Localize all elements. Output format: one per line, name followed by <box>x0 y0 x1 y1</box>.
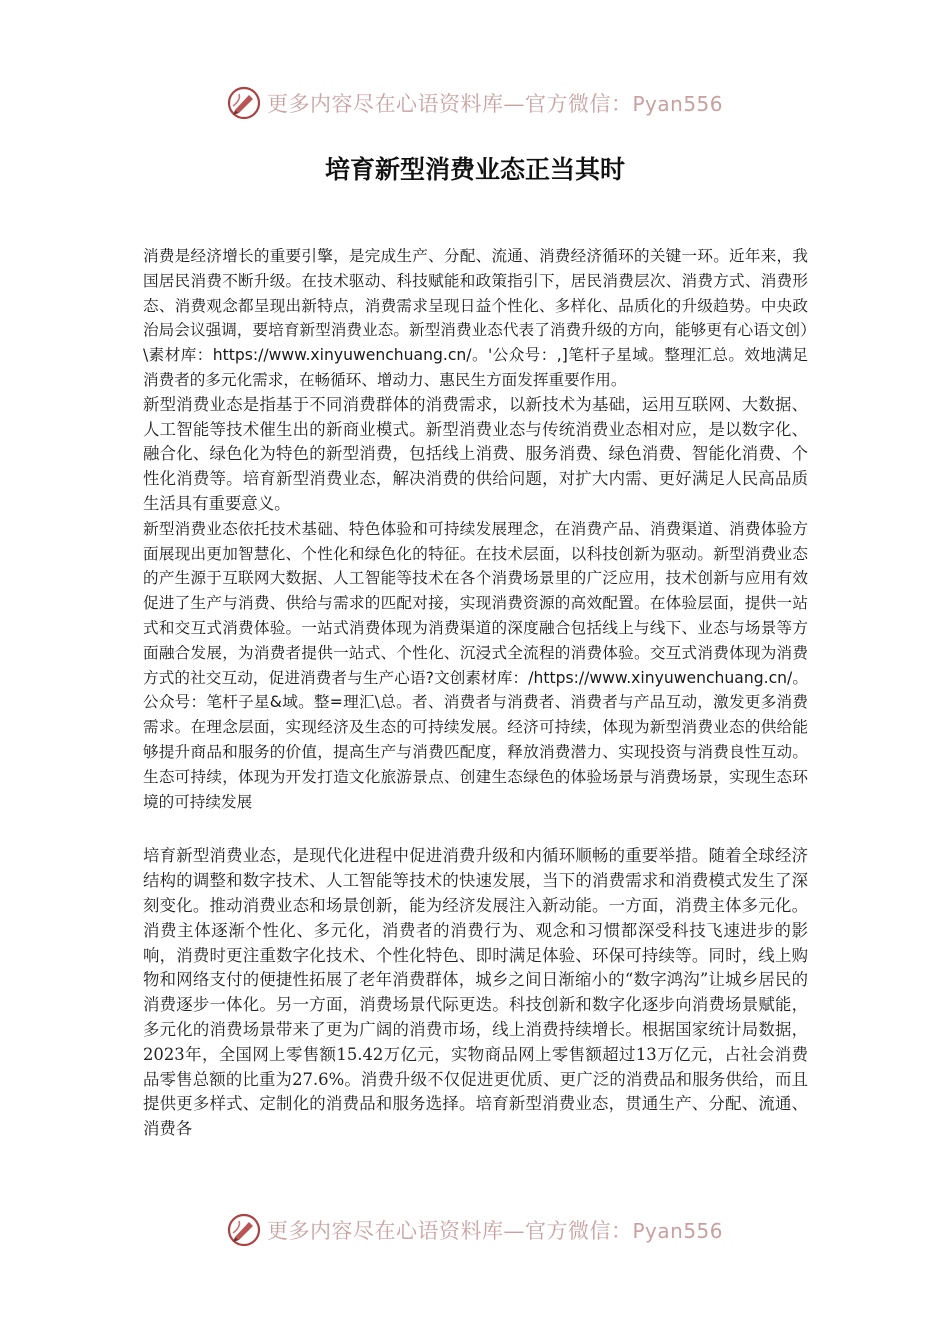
paragraph-3: 新型消费业态依托技术基础、特色体验和可持续发展理念，在消费产品、消费渠道、消费体验方面展现出更加智慧化、个性化和绿色化的特征。在技术层面，以科技创新为驱动。新型消费业态的产生源于互联网大数据、人工智能等技术在各个消费场景里的广泛应用，技术创新与应用有效促进了生产与消费、供给与需求的匹配对接，实现消费资源的高效配置。在体验层面，提供一站式和交互式消费体验。一站式消费体现为消费渠道的深度融合包括线上与线下、业态与场景等方面融合发展，为消费者提供一站式、个性化、沉浸式全流程的消费体验。交互式消费体现为消费方式的社交互动，促进消费者与生产心语?文创素材库：/https://www.xinyuwenchuang.cn/。公众号：笔杆子星&域。整=理汇\总。者、消费者与消费者、消费者与产品互动，激发更多消费需求。在理念层面，实现经济及生态的可持续发展。经济可持续，体现为新型消费业态的供给能够提升商品和服务的价值，提高生产与消费匹配度，释放消费潜力、实现投资与消费良性互动。生态可持续，体现为开发打造文化旅游景点、创建生态绿色的体验场景与消费场景，实现生态环境的可持续发展 <box>143 519 808 811</box>
watermark-label: 更多内容尽在心语资料库—官方微信：Pyan556 <box>266 1219 723 1243</box>
paragraph-2: 新型消费业态是指基于不同消费群体的消费需求，以新技术为基础，运用互联网、大数据、人工智能等技术催生出的新商业模式。新型消费业态与传统消费业态相对应，是以数字化、融合化、绿色化为特色的新型消费，包括线上消费、服务消费、绿色消费、智能化消费、个性化消费等。培育新型消费业态，解决消费的供给问题，对扩大内需、更好满足人民高品质生活具有重要意义。 <box>143 394 808 513</box>
document-body <box>143 244 808 1142</box>
brand-logo-icon <box>227 1213 261 1247</box>
header-watermark <box>0 83 950 123</box>
document-title: 培育新型消费业态正当其时 <box>324 155 625 184</box>
footer-watermark <box>0 1210 950 1250</box>
brand-logo-icon <box>227 86 261 120</box>
wechat-id: Pyan556 <box>632 1219 723 1243</box>
paragraph-1: 消费是经济增长的重要引擎，是完成生产、分配、流通、消费经济循环的关键一环。近年来，我国居民消费不断升级。在技术驱动、科技赋能和政策指引下，居民消费层次、消费方式、消费形态、消费观念都呈现出新特点，消费需求呈现日益个性化、多样化、品质化的升级趋势。中央政治局会议强调，要培育新型消费业态。新型消费业态代表了消费升级的方向，能够更有心语文创）\素材库：https://www.xinyuwenchuang.cn/。'公众号：,]笔杆子星域。整理汇总。效地满足消费者的多元化需求，在畅循环、增动力、惠民生方面发挥重要作用。 <box>143 247 808 389</box>
wechat-id: Pyan556 <box>632 92 723 116</box>
watermark-label: 更多内容尽在心语资料库—官方微信：Pyan556 <box>266 92 723 116</box>
paragraph-4: 培育新型消费业态，是现代化进程中促进消费升级和内循环顺畅的重要举措。随着全球经济结构的调整和数字技术、人工智能等技术的快速发展，当下的消费需求和消费模式发生了深刻变化。推动消费业态和场景创新，能为经济发展注入新动能。一方面，消费主体多元化。消费主体逐渐个性化、多元化，消费者的消费行为、观念和习惯都深受科技飞速进步的影响，消费时更注重数字化技术、个性化特色、即时满足体验、环保可持续等。同时，线上购物和网络支付的便捷性拓展了老年消费群体，城乡之间日渐缩小的“数字鸿沟”让城乡居民的消费逐步一体化。另一方面，消费场景代际更迭。科技创新和数字化逐步向消费场景赋能，多元化的消费场景带来了更为广阔的消费市场，线上消费持续增长。根据国家统计局数据，2023年，全国网上零售额15.42万亿元，实物商品网上零售额超过13万亿元，占社会消费品零售总额的比重为27.6%。消费升级不仅促进更优质、更广泛的消费品和服务供给，而且提供更多样式、定制化的消费品和服务选择。培育新型消费业态，贯通生产、分配、流通、消费各 <box>143 846 808 1139</box>
